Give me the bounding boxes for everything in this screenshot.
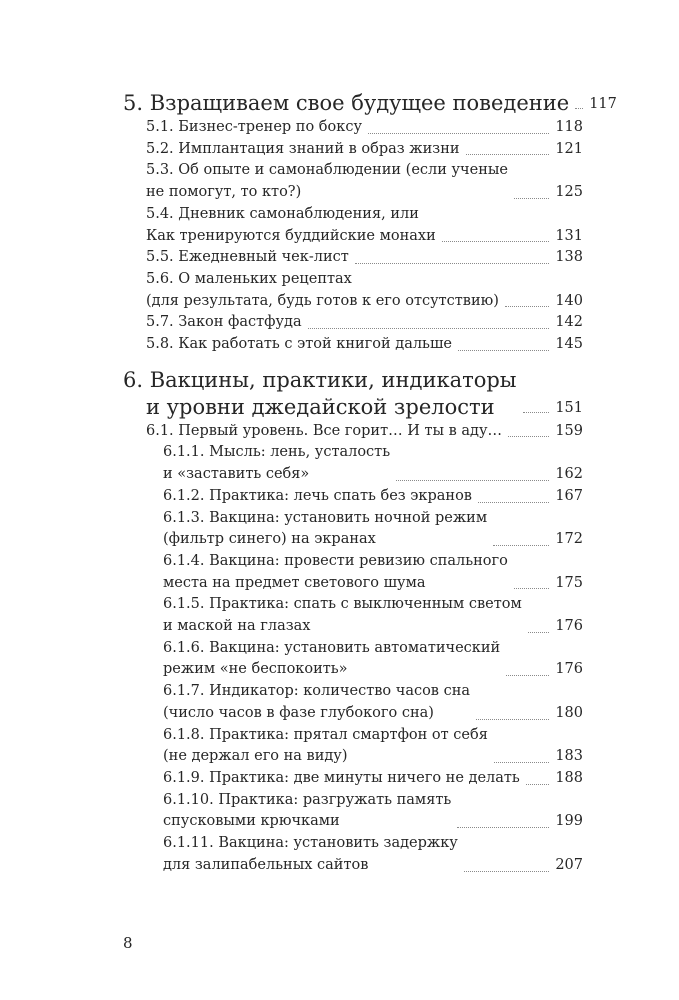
chapter-title-line: 6. Вакцины, практики, индикаторы xyxy=(123,367,517,392)
page-ref: 138 xyxy=(555,249,583,266)
dot-leader xyxy=(506,675,549,676)
page-ref: 180 xyxy=(555,704,583,721)
dot-leader xyxy=(368,133,549,134)
toc-item-5-3[interactable] xyxy=(123,160,583,203)
entry-line: 5.1. Бизнес-тренер по боксу xyxy=(146,119,362,135)
entry-line: (не держал его на виду) xyxy=(163,748,348,765)
toc-item-6-1-7[interactable] xyxy=(123,681,583,724)
entry-line: места на предмет светового шума xyxy=(163,574,426,591)
dot-leader xyxy=(514,588,549,589)
page-ref: 118 xyxy=(555,119,583,135)
dot-leader xyxy=(308,328,550,329)
dot-leader xyxy=(457,827,549,828)
toc-chapter-5[interactable] xyxy=(123,90,617,117)
page-ref: 199 xyxy=(555,813,583,830)
dot-leader xyxy=(494,762,549,763)
dot-leader xyxy=(476,719,549,720)
dot-leader xyxy=(478,502,549,503)
entry-line: 6.1.3. Вакцина: установить ночной режим xyxy=(163,509,488,526)
entry-line: 6.1.9. Практика: две минуты ничего не делать xyxy=(163,769,520,786)
entry-line: не помогут, то кто?) xyxy=(146,184,302,201)
entry-line: 5.8. Как работать с этой книгой дальше xyxy=(146,336,453,353)
page-ref: 175 xyxy=(555,574,583,591)
chapter-title-line: и уровни джедайской зрелости xyxy=(146,394,495,419)
entry-line: 5.2. Имплантация знаний в образ жизни xyxy=(146,140,460,157)
toc-item-5-7[interactable] xyxy=(123,312,583,334)
toc-item-6-1-8[interactable] xyxy=(123,725,583,768)
page-ref: 172 xyxy=(555,531,583,548)
entry-line: 5.7. Закон фастфуда xyxy=(146,314,302,331)
toc-item-6-1-1[interactable] xyxy=(123,442,583,485)
entry-line: 6.1.2. Практика: лечь спать без экранов xyxy=(163,487,472,504)
entry-line: 5.6. О маленьких рецептах xyxy=(146,270,352,287)
entry-line: 6.1.11. Вакцина: установить задержку xyxy=(163,835,458,852)
entry-line: (для результата, будь готов к его отсутствию) xyxy=(146,292,499,309)
toc-item-5-8[interactable] xyxy=(123,334,583,356)
entry-line: 5.3. Об опыте и самонаблюдении (если ученые xyxy=(146,162,509,179)
toc-section-6-1[interactable] xyxy=(123,421,583,443)
page-ref: 176 xyxy=(555,618,583,635)
toc-item-6-1-6[interactable] xyxy=(123,638,583,681)
toc-item-6-1-9[interactable] xyxy=(123,768,583,790)
dot-leader xyxy=(514,198,549,199)
page-ref: 162 xyxy=(555,466,583,483)
entry-line: для залипабельных сайтов xyxy=(163,856,369,873)
entry-line: 6.1.10. Практика: разгружать память xyxy=(163,791,452,808)
dot-leader xyxy=(523,412,550,413)
table-of-contents xyxy=(123,90,617,877)
chapter-title-line: 5. Взращиваем свое будущее поведение xyxy=(123,91,570,115)
dot-leader xyxy=(575,108,583,109)
dot-leader xyxy=(528,632,550,633)
dot-leader xyxy=(355,263,550,264)
dot-leader xyxy=(466,154,550,155)
toc-item-5-1[interactable] xyxy=(123,117,583,139)
page-ref: 121 xyxy=(555,140,583,157)
toc-item-5-6[interactable] xyxy=(123,269,583,312)
page-ref: 131 xyxy=(555,227,583,244)
entry-line: 6.1.1. Мысль: лень, усталость xyxy=(163,444,391,461)
toc-item-6-1-3[interactable] xyxy=(123,508,583,551)
toc-item-6-1-4[interactable] xyxy=(123,551,583,594)
entry-line: 5.4. Дневник самонаблюдения, или xyxy=(146,205,419,222)
page-ref: 125 xyxy=(555,184,583,201)
entry-line: 6.1.5. Практика: спать с выключенным светом xyxy=(163,596,522,613)
page-ref: 142 xyxy=(555,314,583,331)
page-ref: 140 xyxy=(555,292,583,309)
page-ref: 207 xyxy=(555,856,583,873)
entry-line: 6.1. Первый уровень. Все горит… И ты в аду… xyxy=(146,422,503,439)
page-ref: 159 xyxy=(555,422,583,439)
entry-line: и «заставить себя» xyxy=(163,466,310,483)
entry-line: 6.1.8. Практика: прятал смартфон от себя xyxy=(163,726,488,743)
toc-item-6-1-10[interactable] xyxy=(123,790,583,833)
entry-line: (число часов в фазе глубокого сна) xyxy=(163,704,434,721)
dot-leader xyxy=(464,871,549,872)
dot-leader xyxy=(508,436,549,437)
page-ref: 145 xyxy=(555,336,583,353)
dot-leader xyxy=(442,241,550,242)
entry-line: спусковыми крючками xyxy=(163,813,340,830)
page-ref: 151 xyxy=(555,399,583,416)
toc-item-5-4[interactable] xyxy=(123,204,583,247)
dot-leader xyxy=(396,480,549,481)
toc-item-5-5[interactable] xyxy=(123,247,583,269)
entry-line: режим «не беспокоить» xyxy=(163,661,348,678)
entry-line: и маской на глазах xyxy=(163,618,311,635)
dot-leader xyxy=(505,306,549,307)
page-ref: 117 xyxy=(589,96,617,112)
toc-item-6-1-5[interactable] xyxy=(123,594,583,637)
entry-line: 6.1.4. Вакцина: провести ревизию спального xyxy=(163,552,508,569)
dot-leader xyxy=(526,784,550,785)
entry-line: 5.5. Ежедневный чек-лист xyxy=(146,249,349,266)
toc-item-6-1-11[interactable] xyxy=(123,833,583,876)
entry-line: Как тренируются буддийские монахи xyxy=(146,227,436,244)
page-ref: 176 xyxy=(555,661,583,678)
page-number: 8 xyxy=(123,934,133,952)
page-ref: 188 xyxy=(555,769,583,786)
entry-line: (фильтр синего) на экранах xyxy=(163,531,376,548)
page-ref: 167 xyxy=(555,487,583,504)
page-ref: 183 xyxy=(555,748,583,765)
dot-leader xyxy=(493,545,549,546)
toc-chapter-6[interactable] xyxy=(123,367,583,421)
toc-item-6-1-2[interactable] xyxy=(123,486,583,508)
dot-leader xyxy=(458,350,549,351)
toc-item-5-2[interactable] xyxy=(123,139,583,161)
entry-line: 6.1.6. Вакцина: установить автоматический xyxy=(163,639,501,656)
entry-line: 6.1.7. Индикатор: количество часов сна xyxy=(163,683,471,700)
